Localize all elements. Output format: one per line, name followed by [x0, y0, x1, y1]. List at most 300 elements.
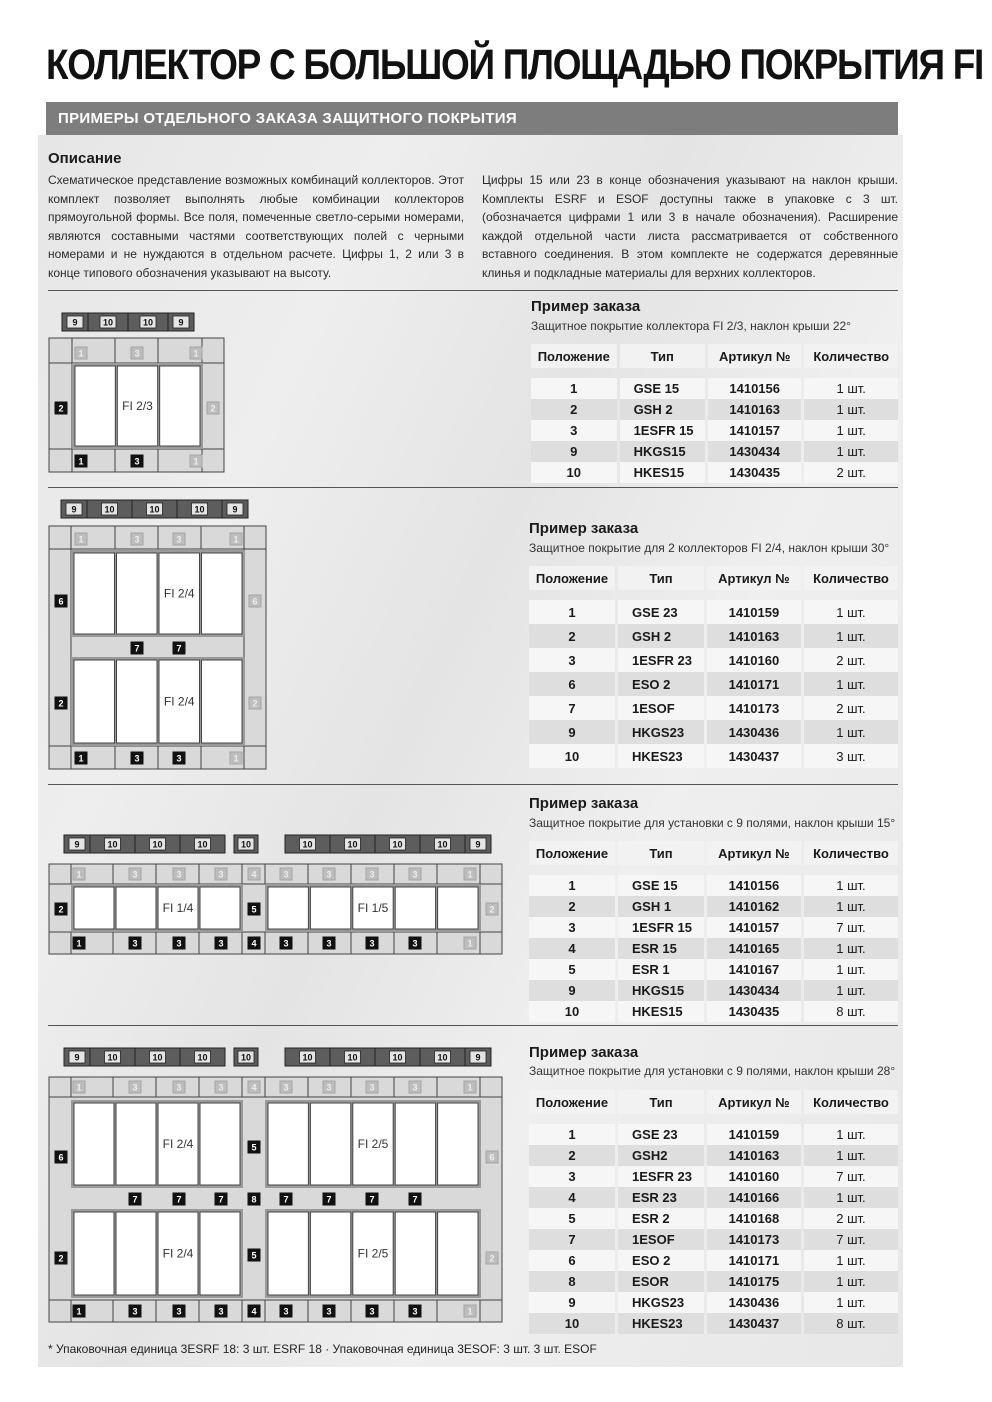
collector-label: FI 2/5: [357, 1246, 389, 1261]
position-cell: 7: [529, 696, 615, 720]
description-heading: Описание: [48, 150, 122, 167]
article-cell: 1430435: [707, 1001, 801, 1022]
type-cell: ESR 2: [618, 1208, 704, 1229]
position-cell: 3: [529, 1166, 615, 1187]
collector-label: FI 2/4: [163, 586, 195, 601]
article-cell: 1410163: [707, 1145, 801, 1166]
quantity-cell: 2 шт.: [804, 462, 898, 483]
collector-panel: [117, 553, 158, 634]
pos-header: Положение: [531, 344, 617, 368]
field-number: 2: [58, 904, 64, 915]
collector-diagram-fi-2-3: [46, 308, 236, 476]
collector-panel: [200, 887, 240, 929]
cover-bar-number: 10: [392, 839, 403, 850]
type-header: Тип: [620, 344, 705, 368]
quantity-cell: 7 шт.: [804, 1229, 898, 1250]
collector-panel: [310, 1212, 350, 1295]
position-cell: 9: [531, 441, 617, 462]
collector-label: FI 2/4: [162, 1137, 194, 1151]
order-title: Пример заказа: [529, 1044, 639, 1061]
quantity-cell: 1 шт.: [804, 1250, 898, 1271]
table-row: [529, 917, 898, 938]
article-header: Артикул №: [707, 841, 801, 865]
article-cell: 1430435: [708, 462, 802, 483]
position-cell: 3: [529, 917, 615, 938]
field-number: 3: [176, 1082, 182, 1093]
cover-bar-number: 10: [392, 1052, 403, 1063]
field-number: 7: [412, 1194, 418, 1205]
collector-panel: [310, 887, 350, 929]
collector-label: FI 2/4: [162, 1246, 194, 1261]
position-cell: 2: [529, 624, 615, 648]
quantity-cell: 1 шт.: [804, 959, 898, 980]
field-number: 3: [412, 1082, 418, 1093]
quantity-cell: 2 шт.: [804, 1208, 898, 1229]
table-row: [531, 441, 898, 462]
field-number: 3: [218, 938, 224, 949]
collector-label: FI 2/5: [357, 1137, 389, 1151]
type-header: Тип: [618, 566, 704, 590]
quantity-cell: 1 шт.: [804, 938, 898, 959]
article-cell: 1410167: [707, 959, 801, 980]
type-cell: HKES23: [618, 744, 704, 768]
quantity-cell: 1 шт.: [804, 896, 898, 917]
divider: [48, 784, 898, 785]
cover-bar-number: 10: [149, 504, 160, 515]
collector-panel: [117, 660, 158, 743]
article-cell: 1410171: [707, 672, 801, 696]
field-number: 3: [326, 1082, 332, 1093]
cover-bar-number: 10: [437, 839, 448, 850]
table-row: [531, 420, 898, 441]
field-number: 3: [369, 938, 375, 949]
article-cell: 1410162: [707, 896, 801, 917]
article-cell: 1410157: [707, 917, 801, 938]
quantity-cell: 1 шт.: [804, 1292, 898, 1313]
cover-bar-number: 10: [152, 839, 163, 850]
collector-diagram-fi-2-4-double: [46, 496, 271, 774]
order-subtitle: Защитное покрытие для установки с 9 полями, наклон крыши 28°: [529, 1064, 896, 1078]
position-cell: 2: [531, 399, 617, 420]
article-cell: 1410156: [708, 378, 802, 399]
quantity-cell: 1 шт.: [804, 1124, 898, 1145]
field-number: 5: [251, 1250, 257, 1261]
field-number: 1: [233, 753, 239, 764]
field-number: 7: [369, 1194, 375, 1205]
position-cell: 1: [531, 378, 617, 399]
type-cell: GSH 2: [620, 399, 705, 420]
cover-bar-number: 9: [475, 839, 481, 850]
cover-bar-number: 10: [142, 317, 154, 328]
collector-panel: [160, 366, 200, 446]
field-number: 7: [132, 1194, 138, 1205]
article-cell: 1410156: [707, 875, 801, 896]
order-subtitle: Защитное покрытие для 2 коллекторов FI 2/4, наклон крыши 30°: [529, 541, 890, 555]
collector-panel: [268, 887, 308, 929]
collector-panel: [74, 1103, 114, 1185]
table-row: [529, 672, 898, 696]
table-row: [529, 1229, 898, 1250]
field-number: 3: [218, 1082, 224, 1093]
type-cell: ESOR: [618, 1271, 704, 1292]
order-subtitle: Защитное покрытие для установки с 9 полями, наклон крыши 15°: [529, 816, 896, 830]
collector-panel: [74, 553, 115, 634]
type-cell: HKGS23: [618, 720, 704, 744]
field-number: 4: [251, 938, 257, 949]
cover-bar-number: 10: [240, 839, 252, 850]
field-number: 3: [134, 534, 140, 545]
collector-panel: [395, 1212, 435, 1295]
cover-bar-number: 9: [71, 504, 77, 515]
field-number: 1: [467, 1082, 473, 1093]
table-row: [529, 938, 898, 959]
collector-panel: [74, 1212, 114, 1295]
field-number: 3: [134, 348, 140, 359]
article-header: Артикул №: [707, 566, 801, 590]
position-cell: 1: [529, 600, 615, 624]
type-cell: HKES23: [618, 1313, 704, 1334]
type-cell: GSH2: [618, 1145, 704, 1166]
table-row: [529, 980, 898, 1001]
field-number: 1: [78, 348, 84, 359]
field-number: 4: [251, 1306, 257, 1317]
field-number: 3: [176, 1306, 182, 1317]
field-number: 3: [412, 1306, 418, 1317]
field-number: 7: [283, 1194, 289, 1205]
quantity-cell: 8 шт.: [804, 1313, 898, 1334]
collector-panel: [202, 660, 243, 743]
cover-bar-number: 10: [347, 1052, 358, 1063]
table-row: [531, 462, 898, 483]
article-cell: 1410160: [707, 648, 801, 672]
type-cell: GSE 15: [618, 875, 704, 896]
order-title: Пример заказа: [529, 520, 639, 537]
type-cell: 1ESOF: [618, 696, 704, 720]
field-number: 5: [251, 1142, 257, 1153]
table-row: [529, 1271, 898, 1292]
field-number: 3: [132, 1306, 138, 1317]
field-number: 3: [176, 869, 182, 880]
table-row: [529, 1187, 898, 1208]
quantity-cell: 1 шт.: [804, 1145, 898, 1166]
order-subtitle: Защитное покрытие коллектора FI 2/3, наклон крыши 22°: [531, 319, 851, 333]
field-number: 3: [283, 938, 289, 949]
field-number: 3: [218, 869, 224, 880]
type-cell: GSE 23: [618, 1124, 704, 1145]
type-cell: ESR 23: [618, 1187, 704, 1208]
field-number: 3: [132, 1082, 138, 1093]
table-row: [531, 378, 898, 399]
article-cell: 1410157: [708, 420, 802, 441]
position-cell: 10: [529, 1001, 615, 1022]
collector-panel: [438, 1103, 478, 1185]
field-number: 3: [326, 869, 332, 880]
quantity-cell: 7 шт.: [804, 1166, 898, 1187]
article-cell: 1410159: [707, 600, 801, 624]
field-number: 2: [58, 698, 64, 709]
cover-bar-number: 10: [107, 839, 118, 850]
collector-panel: [74, 887, 114, 929]
cover-bar-number: 9: [74, 1052, 80, 1063]
article-cell: 1410175: [707, 1271, 801, 1292]
position-cell: 5: [529, 1208, 615, 1229]
collector-panel: [438, 887, 478, 929]
table-row: [529, 1145, 898, 1166]
description-left: Схематическое представление возможных комбинаций коллекторов. Этот комплект позволяет выполнять любые комбинации коллекторов прямоугольной формы. Все поля, помеченные светло-серыми номерами, являются составными частями соответствующих полей с черными номерами и не нуждаются в отдельном расчете. Цифры 1, 2 или 3 в конце типового обозначения указывают на высоту.: [48, 173, 464, 280]
collector-panel: [200, 1103, 240, 1185]
field-number: 3: [326, 1306, 332, 1317]
type-header: Тип: [618, 1090, 704, 1114]
field-number: 7: [326, 1194, 332, 1205]
table-row: [529, 696, 898, 720]
type-cell: 1ESFR 15: [618, 917, 704, 938]
qty-header: Количество: [804, 566, 898, 590]
quantity-cell: 2 шт.: [804, 648, 898, 672]
article-cell: 1410166: [707, 1187, 801, 1208]
field-number: 7: [176, 1194, 182, 1205]
field-number: 1: [76, 1082, 82, 1093]
field-number: 3: [218, 1306, 224, 1317]
type-cell: GSH 2: [618, 624, 704, 648]
field-number: 6: [58, 596, 64, 607]
quantity-cell: 1 шт.: [804, 624, 898, 648]
field-number: 3: [176, 938, 182, 949]
field-number: 3: [283, 1306, 289, 1317]
cover-bar-number: 10: [104, 504, 115, 515]
quantity-cell: 8 шт.: [804, 1001, 898, 1022]
collector-panel: [438, 1212, 478, 1295]
order-title: Пример заказа: [531, 298, 641, 315]
position-cell: 9: [529, 1292, 615, 1313]
quantity-cell: 3 шт.: [804, 744, 898, 768]
collector-diagram-9-fields-15: [46, 830, 506, 958]
table-row: [529, 875, 898, 896]
type-cell: HKGS15: [620, 441, 705, 462]
position-cell: 7: [529, 1229, 615, 1250]
field-number: 7: [134, 643, 140, 654]
table-row: [529, 1250, 898, 1271]
quantity-cell: 1 шт.: [804, 420, 898, 441]
collector-panel: [74, 660, 115, 743]
type-cell: 1ESFR 23: [618, 1166, 704, 1187]
field-number: 3: [176, 753, 182, 764]
quantity-cell: 7 шт.: [804, 917, 898, 938]
article-cell: 1410173: [707, 696, 801, 720]
article-header: Артикул №: [707, 1090, 801, 1114]
collector-panel: [202, 553, 243, 634]
divider: [48, 290, 898, 291]
collector-panel: [116, 887, 156, 929]
qty-header: Количество: [804, 344, 898, 368]
qty-header: Количество: [804, 1090, 898, 1114]
collector-label: FI 1/4: [162, 901, 194, 915]
description-right: Цифры 15 или 23 в конце обозначения указывают на наклон крыши. Комплекты ESRF и ESOF доступны также в упаковке с 3 шт. (обозначается цифрами 1 или 3 в начале обозначения). Расширение каждой отдельной части листа рассматривается от собственного вставного соединения. В этом комплекте не содержатся деревянные клинья и подкладные материалы для верхних коллекторов.: [482, 173, 898, 280]
field-number: 3: [283, 1082, 289, 1093]
cover-bar-number: 10: [194, 504, 205, 515]
collector-label: FI 2/4: [163, 694, 195, 709]
type-cell: ESR 15: [618, 938, 704, 959]
type-cell: HKES15: [618, 1001, 704, 1022]
section-band: ПРИМЕРЫ ОТДЕЛЬНОГО ЗАКАЗА ЗАЩИТНОГО ПОКРЫТИЯ: [46, 102, 898, 135]
position-cell: 5: [529, 959, 615, 980]
table-row: [529, 624, 898, 648]
field-number: 3: [134, 753, 140, 764]
article-cell: 1410163: [707, 624, 801, 648]
field-number: 1: [467, 869, 473, 880]
collector-panel: [75, 366, 115, 446]
collector-panel: [116, 1103, 156, 1185]
article-cell: 1410165: [707, 938, 801, 959]
position-cell: 10: [529, 1313, 615, 1334]
field-number: 2: [58, 403, 64, 414]
quantity-cell: 2 шт.: [804, 696, 898, 720]
type-cell: HKES15: [620, 462, 705, 483]
type-cell: GSE 23: [618, 600, 704, 624]
quantity-cell: 1 шт.: [804, 720, 898, 744]
order-title: Пример заказа: [529, 795, 639, 812]
collector-diagram-9-fields-28: [46, 1043, 506, 1326]
article-cell: 1410159: [707, 1124, 801, 1145]
article-cell: 1410171: [707, 1250, 801, 1271]
article-cell: 1430434: [708, 441, 802, 462]
field-number: 6: [489, 1152, 495, 1163]
article-cell: 1430437: [707, 744, 801, 768]
quantity-cell: 1 шт.: [804, 378, 898, 399]
position-cell: 10: [529, 744, 615, 768]
type-cell: ESO 2: [618, 672, 704, 696]
table-header-row: [529, 566, 898, 590]
type-cell: HKGS15: [618, 980, 704, 1001]
cover-bar-number: 9: [178, 317, 184, 328]
field-number: 3: [369, 1306, 375, 1317]
position-cell: 4: [529, 938, 615, 959]
quantity-cell: 1 шт.: [804, 980, 898, 1001]
field-number: 3: [132, 869, 138, 880]
divider: [48, 1025, 898, 1026]
type-cell: ESR 1: [618, 959, 704, 980]
field-number: 1: [78, 456, 84, 467]
field-number: 3: [176, 534, 182, 545]
field-number: 3: [369, 869, 375, 880]
field-number: 3: [412, 869, 418, 880]
table-row: [529, 1292, 898, 1313]
article-cell: 1430436: [707, 1292, 801, 1313]
cover-bar-number: 9: [72, 317, 78, 328]
table-header-row: [529, 1090, 898, 1114]
position-cell: 4: [529, 1187, 615, 1208]
position-cell: 6: [529, 672, 615, 696]
article-cell: 1410163: [708, 399, 802, 420]
field-number: 2: [58, 1253, 64, 1264]
table-row: [529, 896, 898, 917]
table-row: [529, 1208, 898, 1229]
field-number: 3: [132, 938, 138, 949]
table-row: [529, 744, 898, 768]
quantity-cell: 1 шт.: [804, 399, 898, 420]
type-cell: ESO 2: [618, 1250, 704, 1271]
field-number: 3: [134, 456, 140, 467]
quantity-cell: 1 шт.: [804, 600, 898, 624]
field-number: 1: [467, 938, 473, 949]
field-number: 2: [489, 904, 495, 915]
cover-bar-number: 10: [152, 1052, 163, 1063]
type-cell: GSE 15: [620, 378, 705, 399]
field-number: 7: [218, 1194, 224, 1205]
table-row: [529, 648, 898, 672]
collector-panel: [395, 887, 435, 929]
position-cell: 1: [529, 875, 615, 896]
type-cell: 1ESFR 15: [620, 420, 705, 441]
order-table: [526, 566, 901, 768]
pos-header: Положение: [529, 1090, 615, 1114]
field-number: 1: [193, 348, 199, 359]
cover-bar-number: 10: [197, 1052, 208, 1063]
field-number: 1: [467, 1306, 473, 1317]
collector-panel: [200, 1212, 240, 1295]
collector-label: FI 2/3: [122, 399, 153, 413]
pos-header: Положение: [529, 566, 615, 590]
collector-panel: [116, 1212, 156, 1295]
position-cell: 9: [529, 720, 615, 744]
field-number: 1: [76, 1306, 82, 1317]
position-cell: 9: [529, 980, 615, 1001]
cover-bar-number: 10: [107, 1052, 118, 1063]
cover-bar-number: 10: [437, 1052, 448, 1063]
position-cell: 3: [529, 648, 615, 672]
cover-bar-number: 9: [74, 839, 80, 850]
table-row: [529, 1313, 898, 1334]
table-row: [529, 600, 898, 624]
table-row: [529, 720, 898, 744]
type-cell: HKGS23: [618, 1292, 704, 1313]
pos-header: Положение: [529, 841, 615, 865]
field-number: 3: [283, 869, 289, 880]
table-header-row: [531, 344, 898, 368]
field-number: 5: [251, 904, 257, 915]
article-cell: 1410173: [707, 1229, 801, 1250]
cover-bar-number: 10: [102, 317, 114, 328]
article-cell: 1410160: [707, 1166, 801, 1187]
divider: [48, 487, 898, 488]
article-header: Артикул №: [708, 344, 802, 368]
position-cell: 8: [529, 1271, 615, 1292]
table-row: [529, 1124, 898, 1145]
collector-label: FI 1/5: [357, 901, 389, 915]
page-title: КОЛЛЕКТОР С БОЛЬШОЙ ПЛОЩАДЬЮ ПОКРЫТИЯ FI: [46, 41, 984, 89]
quantity-cell: 1 шт.: [804, 672, 898, 696]
field-number: 1: [78, 534, 84, 545]
collector-panel: [268, 1212, 308, 1295]
order-table: [526, 841, 901, 1022]
type-header: Тип: [618, 841, 704, 865]
quantity-cell: 1 шт.: [804, 1187, 898, 1208]
table-row: [529, 1166, 898, 1187]
field-number: 4: [251, 1082, 257, 1093]
cover-bar-number: 9: [475, 1052, 481, 1063]
quantity-cell: 1 шт.: [804, 441, 898, 462]
cover-bar-number: 10: [302, 1052, 313, 1063]
table-row: [529, 959, 898, 980]
cover-bar-number: 10: [240, 1052, 252, 1063]
article-cell: 1410168: [707, 1208, 801, 1229]
type-cell: 1ESOF: [618, 1229, 704, 1250]
cover-bar-number: 10: [347, 839, 358, 850]
field-number: 1: [193, 456, 199, 467]
field-number: 3: [369, 1082, 375, 1093]
field-number: 2: [252, 698, 258, 709]
field-number: 4: [251, 869, 257, 880]
type-cell: 1ESFR 23: [618, 648, 704, 672]
